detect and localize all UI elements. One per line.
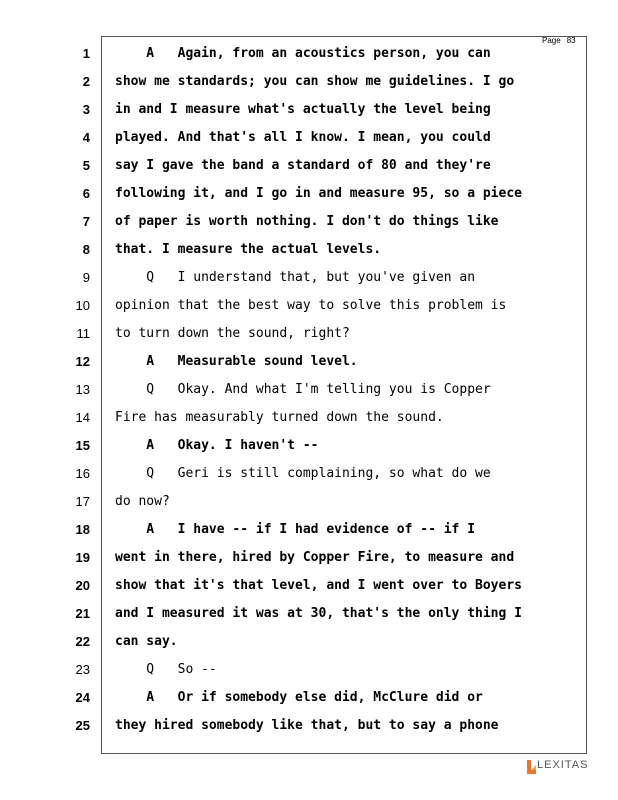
line-number: 6 [82, 186, 90, 201]
line-number: 11 [76, 326, 90, 341]
lexitas-logo-text: LEXITAS [537, 759, 589, 771]
transcript-line: in and I measure what's actually the level being [115, 102, 491, 117]
transcript-line: to turn down the sound, right? [115, 326, 350, 341]
transcript-line: opinion that the best way to solve this problem is [115, 298, 507, 313]
transcript-line: and I measured it was at 30, that's the only thing I [115, 606, 522, 621]
transcript-line: A Again, from an acoustics person, you can [115, 46, 491, 61]
line-number: 24 [75, 690, 90, 705]
transcript-line: that. I measure the actual levels. [115, 242, 382, 257]
transcript-line: played. And that's all I know. I mean, you could [115, 130, 491, 145]
line-number: 17 [75, 494, 90, 509]
transcript-line: of paper is worth nothing. I don't do things like [115, 214, 499, 229]
line-number: 4 [82, 130, 90, 145]
lexitas-logo [525, 758, 595, 776]
line-number: 13 [75, 382, 90, 397]
page-word: Page [542, 36, 561, 45]
transcript-line: say I gave the band a standard of 80 and they're [115, 158, 491, 173]
line-number: 3 [82, 102, 90, 117]
line-number: 15 [75, 438, 90, 453]
lexitas-logo-icon [525, 758, 537, 776]
line-number: 18 [75, 522, 90, 537]
transcript-line: Q Geri is still complaining, so what do we [115, 466, 491, 481]
line-number: 1 [82, 46, 90, 61]
page-number-label [542, 36, 582, 45]
line-number: 9 [82, 270, 90, 285]
transcript-line: Q I understand that, but you've given an [115, 270, 476, 285]
transcript-line: A Or if somebody else did, McClure did or [115, 690, 483, 705]
transcript-line: went in there, hired by Copper Fire, to measure and [115, 550, 515, 565]
line-number: 16 [75, 466, 90, 481]
transcript-line: show me standards; you can show me guidelines. I go [115, 74, 515, 89]
line-number: 12 [75, 354, 90, 369]
transcript-line: A Measurable sound level. [115, 354, 358, 369]
line-number: 5 [82, 158, 90, 173]
transcript-line: following it, and I go in and measure 95, so a piece [115, 186, 522, 201]
line-number: 14 [75, 410, 90, 425]
line-number: 10 [75, 298, 90, 313]
page-number: 83 [566, 36, 576, 45]
line-number: 25 [75, 718, 90, 733]
transcript-line: can say. [115, 634, 178, 649]
transcript-line: A I have -- if I had evidence of -- if I [115, 522, 476, 537]
transcript-line: Fire has measurably turned down the sound. [115, 410, 444, 425]
transcript-line: show that it's that level, and I went over to Boyers [115, 578, 522, 593]
line-number: 2 [82, 74, 90, 89]
line-number: 20 [75, 578, 90, 593]
transcript-line: do now? [115, 494, 170, 509]
line-number: 21 [75, 606, 90, 621]
transcript-line: Q Okay. And what I'm telling you is Copper [115, 382, 491, 397]
transcript-line: Q So -- [115, 662, 217, 677]
line-number: 8 [82, 242, 90, 257]
line-number: 19 [75, 550, 90, 565]
transcript-line: they hired somebody like that, but to say a phone [115, 718, 499, 733]
line-number: 23 [75, 662, 90, 677]
line-number: 22 [75, 634, 90, 649]
line-number: 7 [82, 214, 90, 229]
transcript-line: A Okay. I haven't -- [115, 438, 319, 453]
